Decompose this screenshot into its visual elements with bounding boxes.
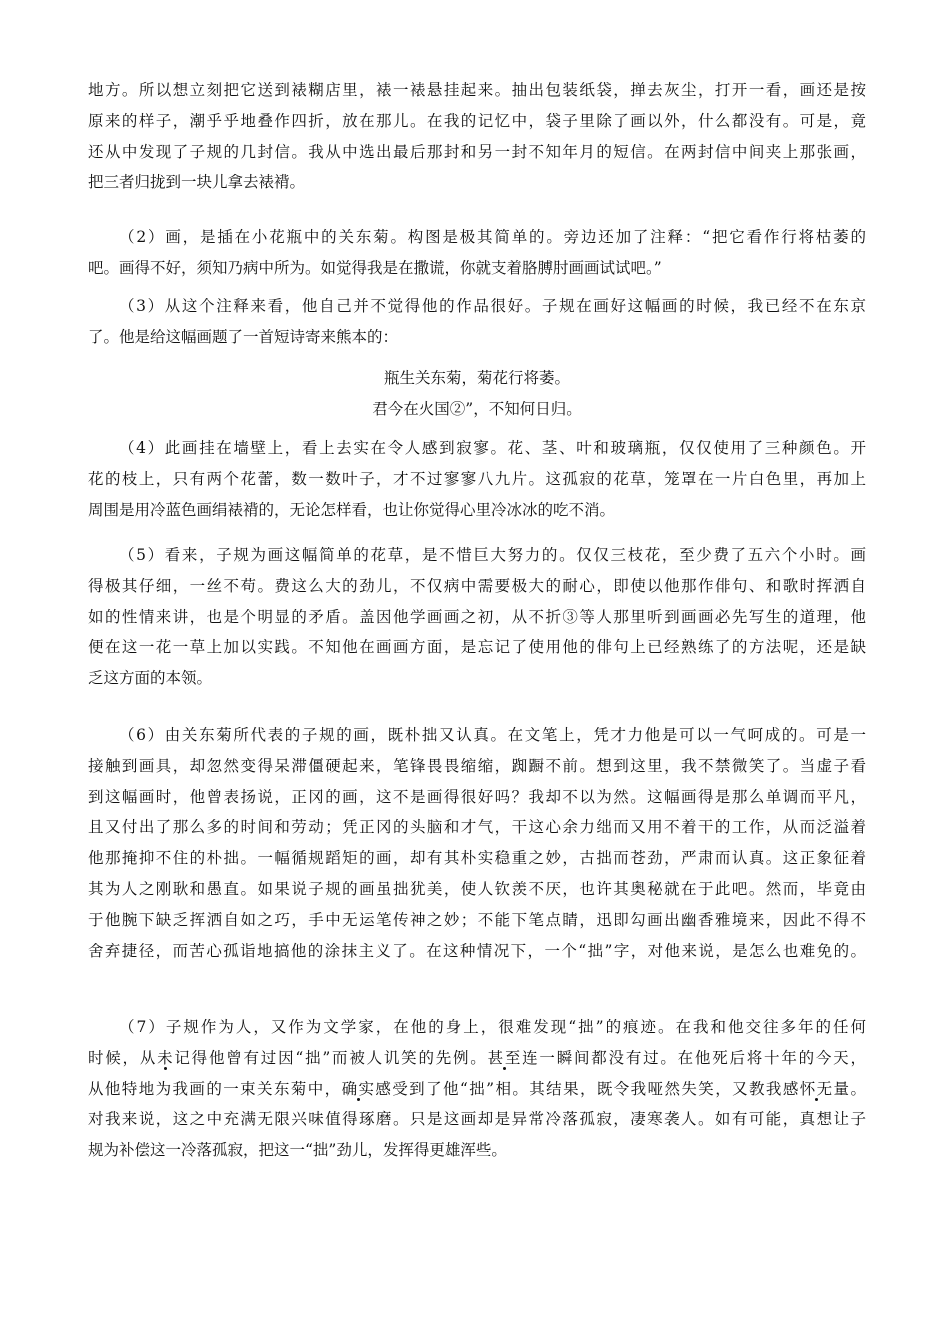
text-segment: 。 <box>850 1079 866 1098</box>
text-line: （5）看来，子规为画这幅简单的花草，是不惜巨大努力的。仅仅三枝花，至少费了五六个小时。画 <box>119 546 866 564</box>
emphasis-dotted: 未 <box>157 1048 175 1067</box>
text-line: 对我来说，这之中充满无限兴味值得琢磨。只是这画却是异常冷落孤寂，凄寒袭人。如有可能，真想让子 <box>88 1110 866 1129</box>
text-line: 原来的样子，潮乎乎地叠作四折，放在那儿。在我的记忆中，袋子里除了画以外，什么都没有。可是，竟 <box>88 111 866 130</box>
text-line: （7）子规作为人，又作为文学家，在他的身上，很难发现“拙”的痕迹。在我和他交往多年的任何 <box>119 1018 866 1036</box>
text-segment: 感受到了他“拙”相。其结果，既令我哑然失笑，又教我 <box>375 1079 783 1098</box>
text-line: 到这幅画时，他曾表扬说，正冈的画，这不是画得很好吗？我却不以为然。这幅画得是那么单调而平凡， <box>88 787 866 806</box>
paragraph-6 <box>88 720 866 966</box>
paragraph-5 <box>88 540 866 694</box>
text-line: 还从中发现了子规的几封信。我从中选出最后那封和另一封不知年月的短信。在两封信中间夹上那张画， <box>88 142 866 161</box>
text-line-emphasis <box>88 1043 866 1074</box>
text-segment: 从他特地为我画的一束关东菊中， <box>88 1079 342 1098</box>
poem-line: 君今在火国②”，不知何日归。 <box>372 399 582 418</box>
text-line: 花的枝上，只有两个花蕾，数一数叶子，才不过寥寥八九片。这孤寂的花草，笼罩在一片白色里，再加上 <box>88 469 866 488</box>
text-line: 且又付出了那么多的时间和劳动；凭正冈的头脑和才气，干这心余力绌而又用不着干的工作，从而泛溢着 <box>88 818 866 837</box>
text-line: 其为人之刚耿和愚直。如果说子规的画虽拙犹美，使人钦羡不厌，也许其奥秘就在于此吧。然而，毕竟由 <box>88 879 866 898</box>
text-line: 周围是用冷蓝色画绢裱褙的，无论怎样看，也让你觉得心里冷冰冰的吃不消。 <box>88 500 616 519</box>
text-line: 规为补偿这一冷落孤寂，把这一“拙”劲儿，发挥得更雄浑些。 <box>88 1141 507 1160</box>
text-line: 舍弃捷径，而苦心孤诣地搞他的涂抹主义了。在这种情况下，一个“拙”字，对他来说，是怎么也难免的。 <box>88 941 866 960</box>
text-line: （4）此画挂在墙壁上，看上去实在令人感到寂寥。花、茎、叶和玻璃瓶，仅仅使用了三种颜色。开 <box>119 439 866 457</box>
text-line: 把三者归拢到一块儿拿去裱褙。 <box>88 173 306 192</box>
emphasis-dotted: 确实 <box>341 1079 376 1098</box>
paragraph-7 <box>88 1012 866 1166</box>
text-line: （3）从这个注释来看，他自己并不觉得他的作品很好。子规在画好这幅画的时候，我已经不在东京 <box>119 297 866 315</box>
text-line: 便在这一花一草上加以实践。不知他在画画方面，是忘记了使用他的俳句上已经熟练了的方法呢，还是缺 <box>88 638 866 657</box>
text-line: 他那掩抑不住的朴拙。一幅循规蹈矩的画，却有其朴实稳重之妙，古拙而苍劲，严肃而认真。这正象征着 <box>88 849 866 868</box>
paragraph-2 <box>88 222 866 284</box>
text-line: （6）由关东菊所代表的子规的画，既朴拙又认真。在文笔上，凭才力他是可以一气呵成的。可是一 <box>119 726 866 744</box>
text-line-emphasis <box>88 1074 866 1105</box>
text-segment: 连一瞬间都没有过。在他死后将十年的今天， <box>522 1048 866 1067</box>
text-line: 于他腕下缺乏挥洒自如之巧，手中无运笔传神之妙；不能下笔点睛，迅即勾画出幽香雅境来，因此不得不 <box>88 910 866 929</box>
text-line: 得极其仔细，一丝不苟。费这么大的劲儿，不仅病中需要极大的耐心，即使以他那作俳句、和歌时挥洒自 <box>88 576 866 595</box>
paragraph-4 <box>88 433 866 525</box>
text-line: 如的性情来讲，也是个明显的矛盾。盖因他学画画之初，从不折③等人那里听到画画必先写生的道理，他 <box>88 607 866 626</box>
paragraph-intro <box>88 75 866 198</box>
emphasis-dotted: 感怀无量 <box>782 1079 851 1098</box>
text-segment: 时候，从 <box>88 1048 158 1067</box>
emphasis-dotted: 甚至 <box>487 1048 523 1067</box>
paragraph-3 <box>88 291 866 353</box>
text-line: 了。他是给这幅画题了一首短诗寄来熊本的： <box>88 327 399 346</box>
text-segment: 记得他曾有过因“拙”而被人讥笑的先例。 <box>174 1048 488 1067</box>
text-line: 吧。画得不好，须知乃病中所为。如觉得我是在撒谎，你就支着胳膊肘画画试试吧。” <box>88 258 662 277</box>
text-line: 接触到画具，却忽然变得呆滞僵硬起来，笔锋畏畏缩缩，踟蹰不前。想到这里，我不禁微笑了。当虚子看 <box>88 756 866 775</box>
poem-line: 瓶生关东菊，菊花行将萎。 <box>383 369 570 387</box>
text-line: 乏这方面的本领。 <box>88 669 213 688</box>
poem <box>88 363 866 425</box>
text-line: （2）画，是插在小花瓶中的关东菊。构图是极其简单的。旁边还加了注释：“把它看作行将枯萎的 <box>119 228 866 246</box>
text-line: 地方。所以想立刻把它送到裱糊店里，裱一裱悬挂起来。抽出包装纸袋，掸去灰尘，打开一看，画还是按 <box>88 81 866 99</box>
